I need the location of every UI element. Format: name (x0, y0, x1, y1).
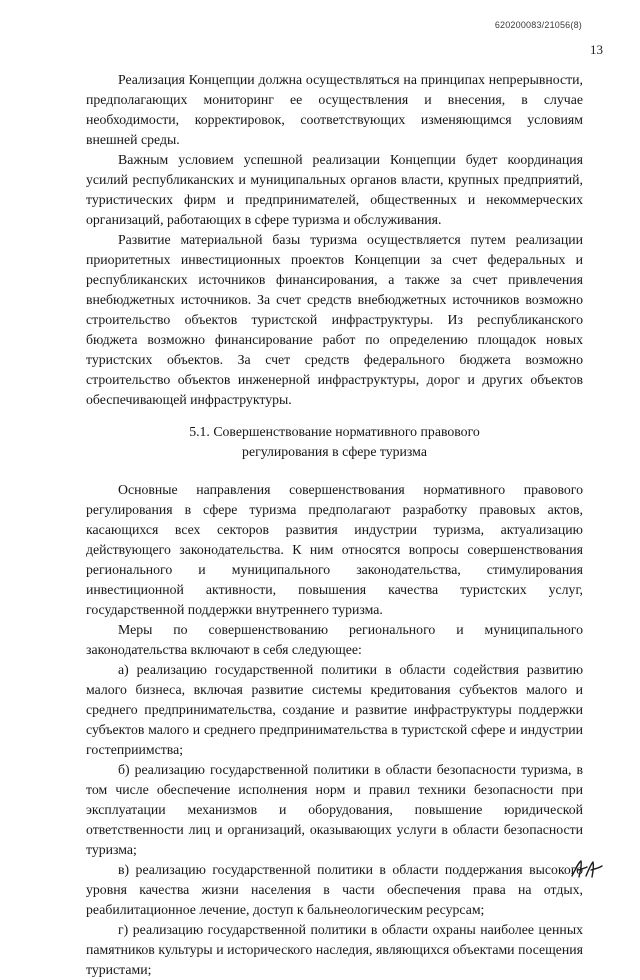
section-heading (86, 422, 583, 462)
page-number: 13 (590, 42, 603, 57)
document-code: 620200083/21056(8) (494, 20, 582, 30)
section-body (86, 480, 583, 980)
section-heading-line-2: регулирования в сфере туризма (242, 444, 427, 459)
list-item-d: г) реализацию государственной политики в области охраны наиболее ценных памятников культуры и исторического наследия, являющихся объектами посещения туристами; (86, 922, 583, 977)
list-item-c: в) реализацию государственной политики в области поддержания высокого уровня качества жизни населения в части обеспечения права на отдых, реабилитационное лечение, доступ к бальнеологическим ресурсам; (86, 862, 583, 917)
signature-icon (570, 858, 604, 885)
paragraph-material-base: Развитие материальной базы туризма осуществляется путем реализации приоритетных инвестиционных проектов Концепции за счет федеральных и республиканских источников финансирования, а также за счет привлечения внебюджетных источников. За счет средств внебюджетных источников возможно строительство объектов туристской инфраструктуры. Из республиканского бюджета возможно финансирование работ по определению площадок новых туристских объектов. За счет средств федерального бюджета возможно строительство объектов инженерной инфраструктуры, дорог и других объектов обеспечивающей инфраструктуры. (86, 232, 583, 407)
list-item-a: а) реализацию государственной политики в области содействия развитию малого бизнеса, включая развитие системы кредитования субъектов малого и среднего предпринимательства, создание и развитие инфраструктуры поддержки субъектов малого и среднего предпринимательства в туристской сфере и индустрии гостеприимства; (86, 662, 583, 757)
paragraph-coordination: Важным условием успешной реализации Концепции будет координация усилий республиканских и муниципальных органов власти, крупных предприятий, туристических фирм и предпринимателей, общественных и некоммерческих организаций, работающих в сфере туризма и обслуживания. (86, 152, 583, 227)
paragraph-measures-intro: Меры по совершенствованию регионального и муниципального законодательства включают в себя следующее: (86, 622, 583, 657)
document-body (86, 70, 583, 980)
section-heading-line-1: 5.1. Совершенствование нормативного правового (189, 424, 480, 439)
paragraph-continuity: Реализация Концепции должна осуществляться на принципах непрерывности, предполагающих мониторинг ее осуществления и внесения, в случае необходимости, корректировок, соответствующих изменяющимся условиям внешней среды. (86, 72, 583, 147)
paragraph-main-directions: Основные направления совершенствования нормативного правового регулирования в сфере туризма предполагают разработку правовых актов, касающихся всех секторов развития индустрии туризма, актуализацию действующего законодательства. К ним относятся вопросы совершенствования регионального и муниципального законодательства, стимулирования инвестиционной активности, повышения качества туристских услуг, государственной поддержки внутреннего туризма. (86, 482, 583, 617)
list-item-b: б) реализацию государственной политики в области безопасности туризма, в том числе обеспечение исполнения норм и правил техники безопасности при эксплуатации механизмов и оборудования, повышение юридической ответственности лиц и организаций, оказывающих услуги в области безопасности туризма; (86, 762, 583, 857)
